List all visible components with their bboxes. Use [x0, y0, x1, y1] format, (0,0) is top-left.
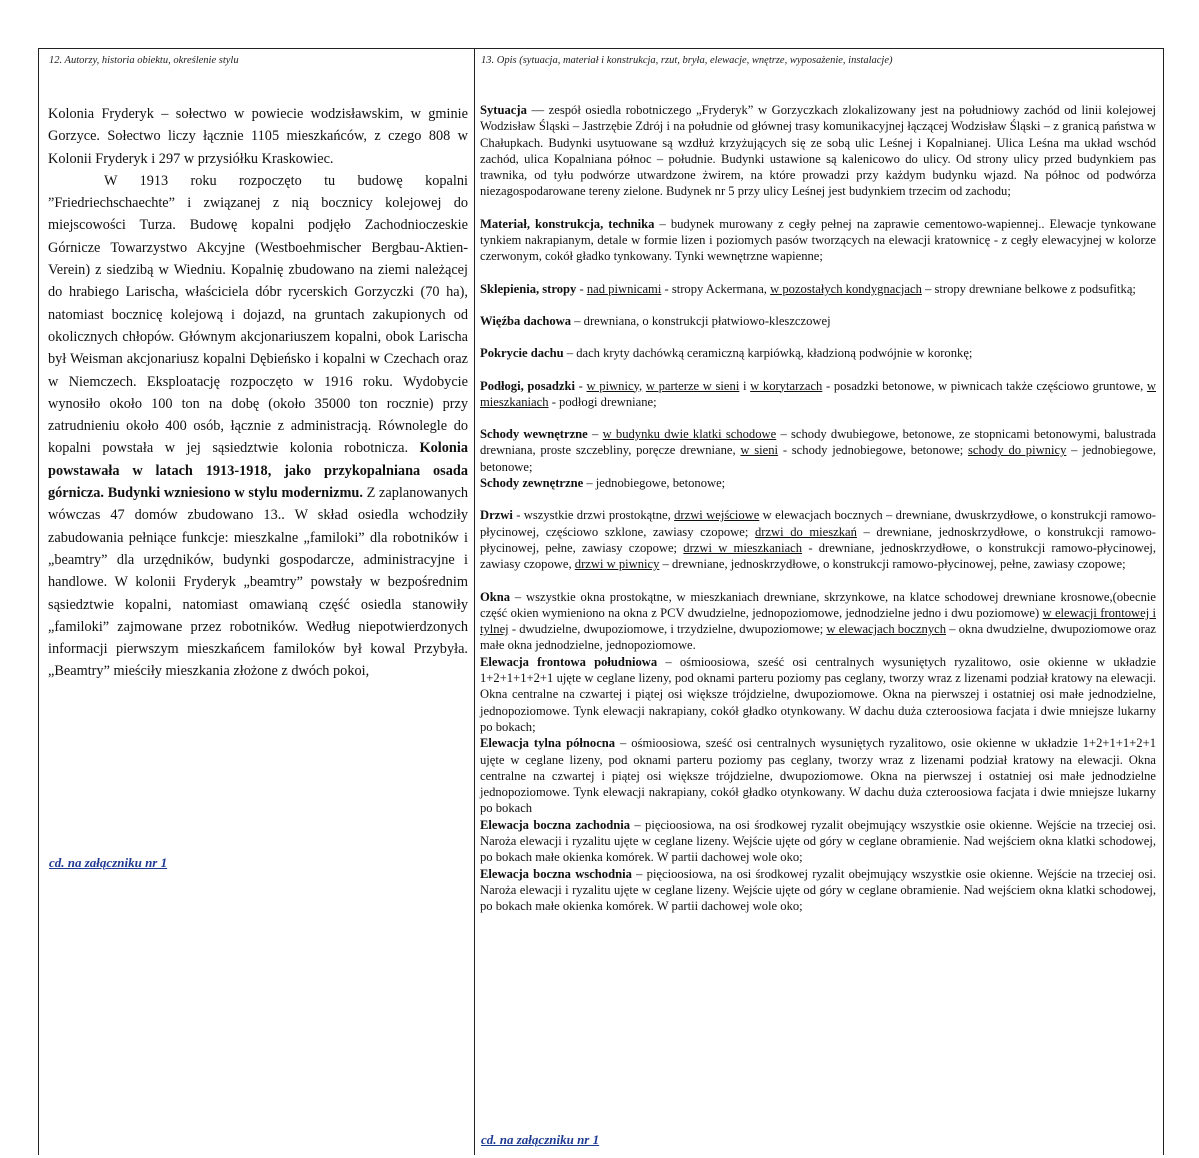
underlined-term: w elewacji frontowej i tylnej: [480, 605, 1157, 637]
elewacja-zachodnia-title: Elewacja boczna zachodnia: [480, 817, 631, 832]
pokrycie-text: – dach kryty dachówką ceramiczną karpiówką, kładzioną podwójnie w koronkę;: [563, 346, 973, 361]
podlogi-paragraph: [480, 378, 1156, 411]
okna-title: Okna: [480, 589, 511, 604]
podlogi-title: Podłogi, posadzki: [480, 378, 575, 393]
underlined-term: w pozostałych kondygnacjach: [770, 281, 922, 296]
material-title: Materiał, konstrukcja, technika: [480, 216, 655, 231]
history-paragraph-2: [48, 170, 468, 683]
sklepienia-title: Sklepienia, stropy: [480, 281, 577, 296]
okna-paragraph: [480, 589, 1156, 654]
drzwi-title: Drzwi: [480, 508, 513, 523]
attachment-link-right[interactable]: cd. na załączniku nr 1: [481, 1132, 600, 1147]
material-text: – budynek murowany z cegły pełnej na zaprawie cementowo-wapiennej.. Elewacje tynkowane tynkiem nakrapianym, detale w formie lizen i poziomych pasów tworzących na elewacji kratownicę - z cegły elewacyjnej w kolorze czerwonym, cokół gładko tynkowany. Tynki wewnętrzne wapienne;: [480, 216, 1156, 264]
elewacja-zachodnia-paragraph: [480, 817, 1156, 866]
text-run: -: [576, 281, 587, 296]
underlined-term: w sieni: [740, 443, 779, 458]
drzwi-paragraph: [480, 507, 1156, 572]
text-run: – drewniane, jednoskrzydłowe, o konstrukcji ramowo-płycinowej, pełne, zawiasy czopowe;: [480, 524, 1156, 555]
pokrycie-paragraph: [480, 345, 1156, 361]
record-sheet: [38, 48, 1164, 1155]
elewacja-wschodnia-title: Elewacja boczna wschodnia: [480, 866, 632, 881]
wiezba-text: – drewniana, o konstrukcji płatwiowo-kleszczowej: [571, 313, 831, 328]
schody-zewnetrzne-title: Schody zewnętrzne: [480, 476, 584, 491]
history-column: [48, 103, 468, 683]
underlined-term: w piwnicy,: [586, 378, 643, 393]
history-bold-text: Kolonia powstawała w latach 1913-1918, jako przykopalniana osada górnicza. Budynki wzniesiono w stylu modernizmu.: [48, 440, 468, 502]
text-run: - drewniane, jednoskrzydłowe, o konstrukcji ramowo-płycinowej, zawiasy czopowe,: [480, 540, 1156, 572]
pokrycie-title: Pokrycie dachu: [480, 346, 564, 361]
attachment-link-left[interactable]: cd. na załączniku nr 1: [49, 855, 168, 870]
text-run: - podłogi drewniane;: [548, 394, 657, 409]
underlined-term: w budynku dwie klatki schodowe: [602, 427, 777, 442]
underlined-term: schody do piwnicy: [968, 443, 1067, 458]
material-paragraph: [480, 216, 1156, 265]
text-run: - stropy Ackermana,: [661, 281, 771, 296]
text-run: – wszystkie okna prostokątne, w mieszkaniach drewniane, skrzynkowe, na klatce schodowej drewniane krosnowe,(obecnie część okien wymieniono na okna z PCV dwudzielne, jednopoziomowe, jednodzielne jedno i dwu poziomowe): [480, 589, 1156, 620]
text-run: - posadzki betonowe, w piwnicach także częściowo gruntowe,: [822, 378, 1147, 393]
schody-zewnetrzne-paragraph: [480, 475, 1156, 491]
text-run: - wszystkie drzwi prostokątne,: [512, 508, 675, 523]
column-divider: [474, 49, 475, 1155]
schody-zewnetrzne-text: – jednobiegowe, betonowe;: [583, 476, 726, 491]
wiezba-paragraph: [480, 313, 1156, 329]
schody-wewnetrzne-title: Schody wewnętrzne: [480, 427, 588, 442]
text-run: i: [739, 378, 751, 393]
text-run: - dwudzielne, dwupoziomowe, i trzydzielne, dwupoziomowe;: [508, 622, 827, 637]
underlined-term: w korytarzach: [750, 378, 823, 393]
elewacja-tylna-text: – ośmioosiowa, sześć osi centralnych wysuniętych ryzalitowo, osie okienne w układzie 1+2+1+1+2+1 ujęte w ceglane lizeny, pod oknami parteru poziomy pas ceglany, tworzy wraz z lizenami podział kratowy na elewacji. Okna centralne na czwartej i piątej osi większe trójdzielne, dwupoziomowe. Okna na pierwszej i ostatniej osi małe jednodzielne jednopoziomowe. Tynk elewacji nakrapiany, cokół gładko otynkowany. W dachu duża czteroosiowa facjata i dwie mniejsze lukarny po bokach: [480, 736, 1157, 816]
elewacja-tylna-title: Elewacja tylna północna: [480, 736, 616, 751]
text-run: w elewacjach bocznych – drewniane, dwuskrzydłowe, o konstrukcji ramowo-płycinowej, częściowo szklone, zawiasy czopowe;: [480, 508, 1156, 539]
underlined-term: drzwi w mieszkaniach: [683, 540, 803, 555]
underlined-term: w elewacjach bocznych: [826, 622, 947, 637]
wiezba-title: Więźba dachowa: [480, 313, 572, 328]
text-run: – okna dwudzielne, dwupoziomowe oraz małe okna jednodzielne, jednopoziomowe.: [480, 622, 1156, 653]
text-run: – jednobiegowe, betonowe;: [480, 443, 1156, 474]
underlined-term: drzwi do mieszkań: [754, 524, 857, 539]
elewacja-wschodnia-text: – pięcioosiowa, na osi środkowej ryzalit obejmujący wszystkie osie okienne. Wejście na trzeciej osi. Naroża elewacji i ryzalitu ujęte w ceglane lizeny. Wejście ujęte od góry w ceglane obramienie. Nad wejściem okna klatki schodowej, po bokach małe okienka komórek. W partii dachowej wole oko;: [480, 866, 1156, 914]
sklepienia-paragraph: [480, 281, 1156, 297]
history-paragraph-1: Kolonia Fryderyk – sołectwo w powiecie wodzisławskim, w gminie Gorzyce. Sołectwo liczy łącznie 1105 mieszkańców, z czego 808 w Kolonii Fryderyk i 297 w przysiółku Kraskowiec.: [48, 106, 468, 167]
underlined-term: nad piwnicami: [586, 281, 662, 296]
underlined-term: drzwi wejściowe: [674, 508, 760, 523]
underlined-term: drzwi w piwnicy: [574, 557, 660, 572]
history-text: W 1913 roku rozpoczęto tu budowę kopalni ”Friedriechschaechte” i związanej z nią bocznicy kolejowej do miejscowości Turza. Budowę kopalni podjęło Zachodnioczeskie Górnicze Towarzystwo Akcyjne (Westboehmischer Bergbau-Aktien-Verein) z siedzibą w Wiedniu. Kopalnię zbudowano na ziemi należącej do hrabiego Larischa, właściciela dóbr rycerskich Gorzyczki (70 ha), natomiast bocznicę kolejową i dojazd, na gruntach zakupionych od okolicznych chłopów. Głównym akcjonariuszem kopalni, obok Larischa był Weisman akcjonariusz kopalni Dębieńsko i kopalni w Czechach oraz w Niemczech. Eksploatację rozpoczęto w 1916 roku. Wydobycie wynosiło około 100 ton na dobę (około 35000 ton rocznie) przy zatrudnieniu około 400 osób, łącznie z administracją. Równolegle do kopalni powstała w jej sąsiedztwie kolonia robotnicza.: [48, 172, 468, 457]
text-run: – schody dwubiegowe, betonowe, ze stopnicami betonowymi, balustrada drewniana, proste szczebliny, poręcze drewniane,: [480, 427, 1157, 458]
elewacja-tylna-paragraph: [480, 735, 1156, 816]
sytuacja-title: Sytuacja: [480, 103, 527, 117]
text-run: –: [587, 427, 603, 442]
text-run: - schody jednobiegowe, betonowe;: [778, 443, 968, 458]
schody-wewnetrzne-paragraph: [480, 426, 1156, 475]
elewacja-zachodnia-text: – pięcioosiowa, na osi środkowej ryzalit obejmujący wszystkie osie okienne. Wejście na trzeciej osi. Naroża elewacji i ryzalitu ujęte w ceglane lizeny. Wejście ujęte od góry w ceglane obramienie. Nad wejściem okna klatki schodowej, po bokach małe okienka komórek. W partii dachowej wole oko;: [480, 817, 1156, 865]
section-13-header: 13. Opis (sytuacja, materiał i konstrukcja, rzut, bryła, elewacje, wnętrze, wyposażenie, instalacje): [481, 55, 893, 66]
underlined-term: w parterze w sieni: [645, 378, 740, 393]
description-column: [480, 102, 1156, 914]
sytuacja-paragraph: [480, 102, 1156, 200]
underlined-term: w mieszkaniach: [480, 378, 1156, 409]
text-run: -: [575, 378, 587, 393]
text-run: – stropy drewniane belkowe z podsufitką;: [921, 281, 1136, 296]
elewacja-frontowa-title: Elewacja frontowa południowa: [480, 654, 658, 669]
elewacja-frontowa-text: – ośmioosiowa, sześć osi centralnych wysuniętych ryzalitowo, osie okienne w układzie 1+2+1+1+2+1 ujęte w ceglane lizeny, pod oknami parteru poziomy pas ceglany, tworzy wraz z lizenami podział kratowy na elewacji. Okna centralne na czwartej i piątej osi większe trójdzielne, dwupoziomowe. Okna na pierwszej i ostatniej osi małe jednodzielne, jednopoziomowe. Tynk elewacji nakrapiany, cokół gładko otynkowany. W dachu duża czteroosiowa facjata i dwie mniejsze lukarny po bokach;: [480, 654, 1156, 734]
text-run: – drewniane, jednoskrzydłowe, o konstrukcji ramowo-płycinowej, pełne, zawiasy czopowe;: [659, 557, 1126, 572]
section-12-header: 12. Autorzy, historia obiektu, określenie stylu: [49, 55, 239, 66]
elewacja-frontowa-paragraph: [480, 654, 1156, 735]
sytuacja-text: — zespół osiedla robotniczego „Fryderyk” w Gorzyczkach zlokalizowany jest na południowy zachód od linii kolejowej Wodzisław Śląski – Jastrzębie Zdrój i na południe od głównej trasy komunikacyjnej łączącej Wodzisław Śląski – z granicą państwa w Chałupkach. Budynki usytuowane są wzdłuż krzyżujących się ze sobą ulic Leśnej i Kopalnianej. Ulica Leśna ma układ wschód zachód, ulica Kopalniana północ – południe. Budynki ustawione są kalenicowo do ulicy. Od strony ulicy przed budynkiem pas trawnika, od tyłu podwórze utwardzone żwirem, na które prowadzi przy każdym budynku wjazd. Na północ od podwórza niezagospodarowane tereny zielone. Budynek nr 5 przy ulicy Leśnej jest budynkiem trzecim od zachodu;: [480, 103, 1156, 199]
elewacja-wschodnia-paragraph: [480, 866, 1156, 915]
history-text-cont: Z zaplanowanych wówczas 47 domów zbudowano 13.. W skład osiedla wchodziły zabudowania pełniące funkcje: mieszkalne „familoki” dla robotników i „beamtry” dla urzędników, budynki gospodarcze, administracyjne i handlowe. W kolonii Fryderyk „beamtry” powstały w bezpośrednim sąsiedztwie kopalni, natomiast omawianą część osiedla stanowiły „familoki” zajmowane przez robotników. Według niepotwierdzonych informacji pierwszym mieszkańcem familoków był kowal Przybyła. „Beamtry” mieściły mieszkania złożone z dwóch pokoi,: [48, 485, 468, 680]
